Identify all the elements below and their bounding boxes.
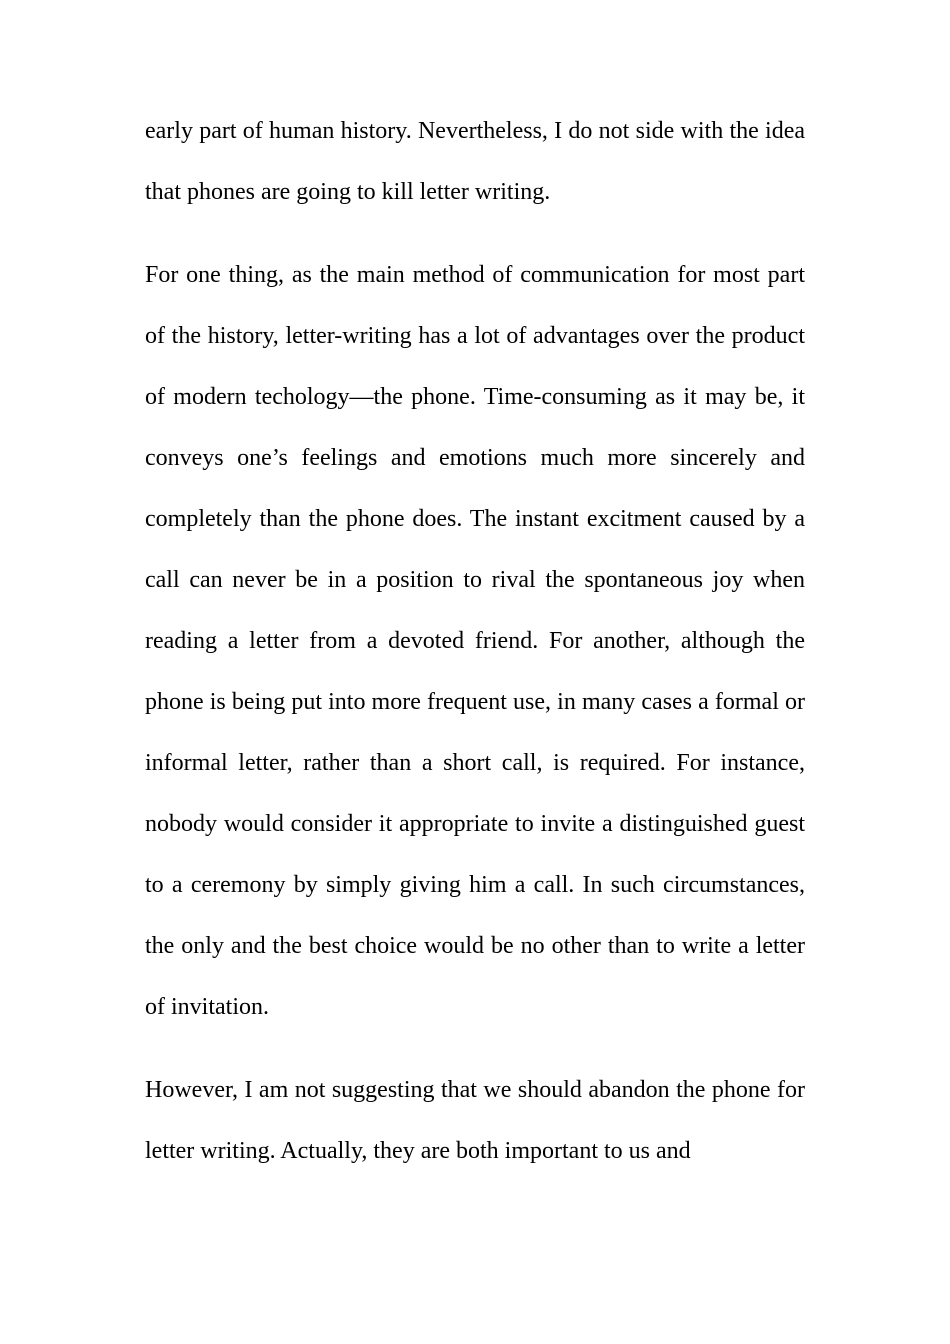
document-body xyxy=(145,101,805,1182)
paragraph-2: For one thing, as the main method of communication for most part of the history, letter-writing has a lot of advantages over the product of modern techology—the phone. Time-consuming as it may be, it conveys one’s feelings and emotions much more sincerely and completely than the phone does. The instant excitment caused by a call can never be in a position to rival the spontaneous joy when reading a letter from a devoted friend. For another, although the phone is being put into more frequent use, in many cases a formal or informal letter, rather than a short call, is required. For instance, nobody would consider it appropriate to invite a distinguished guest to a ceremony by simply giving him a call. In such circumstances, the only and the best choice would be no other than to write a letter of invitation. xyxy=(145,262,805,1020)
paragraph-1: early part of human history. Nevertheless, I do not side with the idea that phones are going to kill letter writing. xyxy=(145,118,805,205)
paragraph-3: However, I am not suggesting that we should abandon the phone for letter writing. Actually, they are both important to us and xyxy=(145,1077,805,1164)
